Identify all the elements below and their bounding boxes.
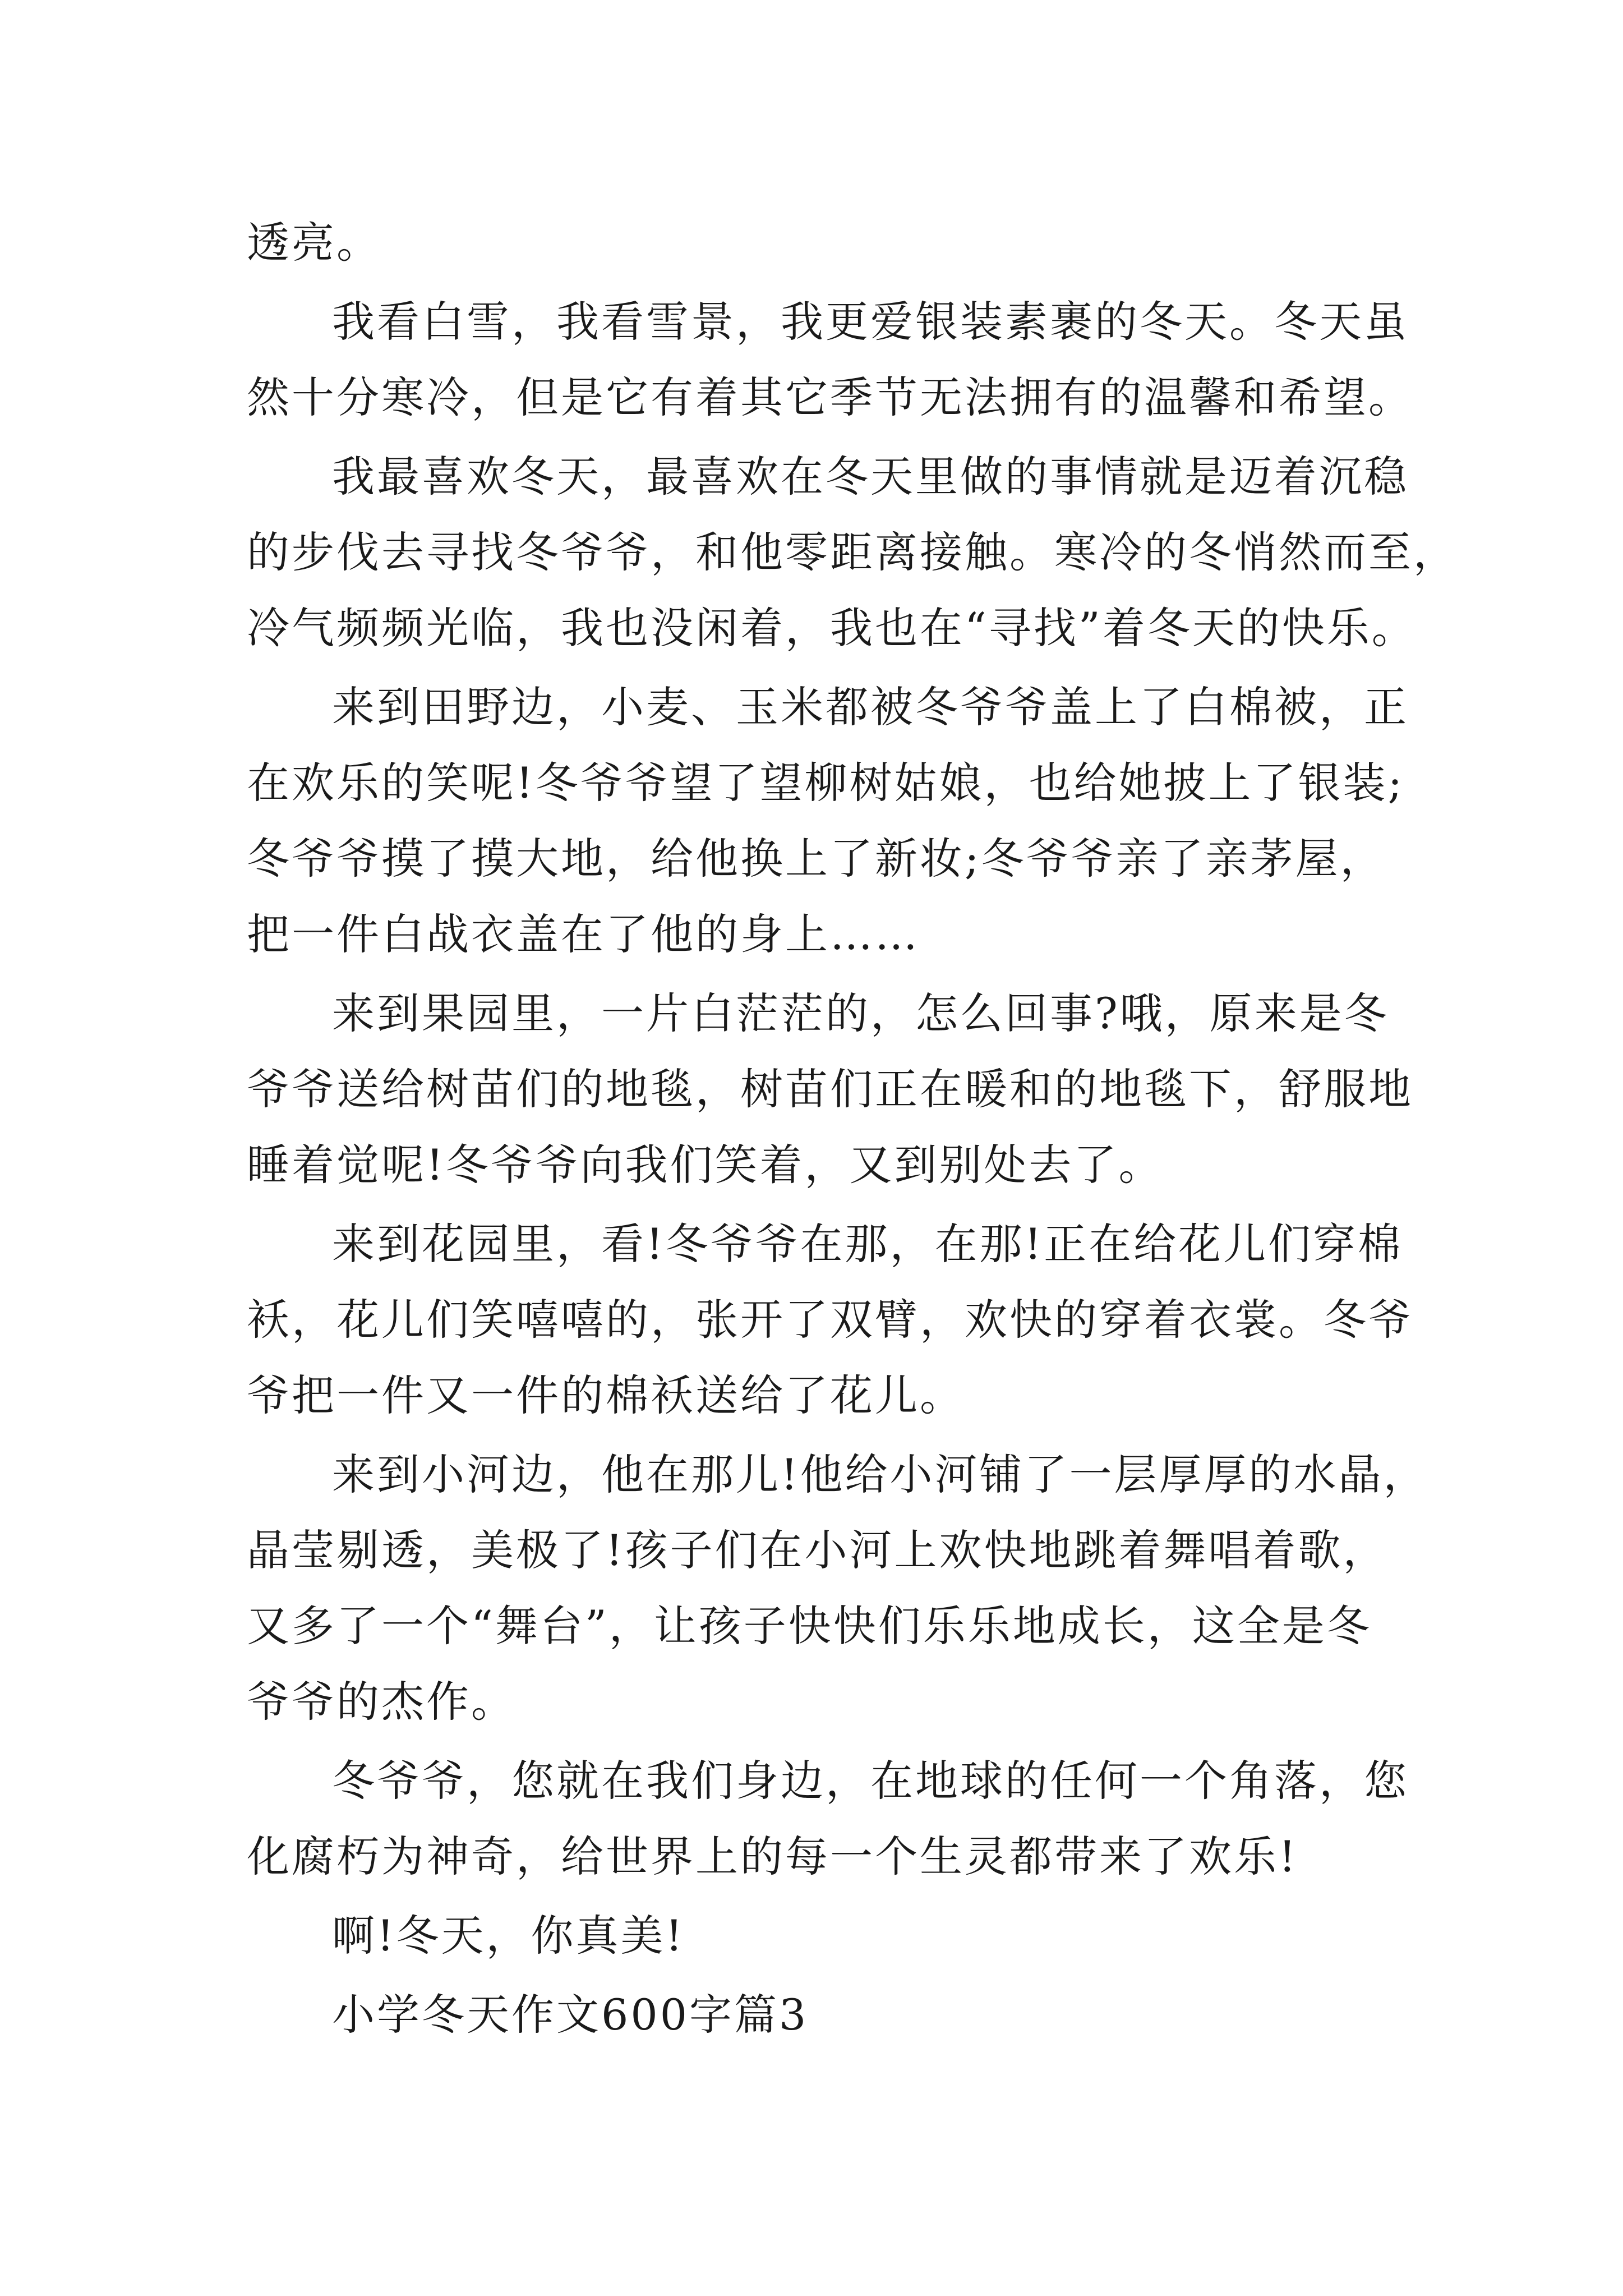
text-line: 来到小河边，他在那儿!他给小河铺了一层厚厚的水晶， <box>332 1450 1428 1499</box>
text-line: 透亮。 <box>247 218 381 268</box>
document-body <box>247 205 1458 2056</box>
paragraph <box>247 1743 1424 1894</box>
paragraph <box>247 205 1424 280</box>
text-line: 啊!冬天，你真美! <box>332 1911 685 1961</box>
paragraph <box>247 976 1424 1203</box>
text-line: 爷爷的杰作。 <box>247 1677 516 1727</box>
text-line: 我最喜欢冬天，最喜欢在冬天里做的事情就是迈着沉稳 <box>332 452 1409 501</box>
text-line: 袄，花儿们笑嘻嘻的，张开了双臂，欢快的穿着衣裳。冬爷 <box>247 1295 1413 1345</box>
paragraph <box>247 1206 1424 1433</box>
text-line: 晶莹剔透，美极了!孩子们在小河上欢快地跳着舞唱着歌， <box>247 1525 1388 1575</box>
text-line: 小学冬天作文600字篇3 <box>332 1990 809 2040</box>
paragraph <box>247 284 1424 435</box>
text-line: 把一件白战衣盖在了他的身上…… <box>247 909 920 959</box>
section-heading <box>247 1977 1424 2053</box>
text-line: 又多了一个“舞台”，让孩子快快们乐乐地成长，这全是冬 <box>247 1601 1372 1651</box>
text-line: 的步伐去寻找冬爷爷，和他零距离接触。寒冷的冬悄然而至， <box>247 527 1458 577</box>
text-line: 睡着觉呢!冬爷爷向我们笑着，又到别处去了。 <box>247 1140 1164 1190</box>
text-line: 冬爷爷摸了摸大地，给他换上了新妆;冬爷爷亲了亲茅屋， <box>247 834 1385 884</box>
paragraph <box>247 669 1424 972</box>
text-line: 然十分寒冷，但是它有着其它季节无法拥有的温馨和希望。 <box>247 372 1413 422</box>
paragraph <box>247 1437 1428 1740</box>
text-line: 冷气频频光临，我也没闲着，我也在“寻找”着冬天的快乐。 <box>247 603 1417 653</box>
text-line: 在欢乐的笑呢!冬爷爷望了望柳树姑娘，也给她披上了银装; <box>247 758 1405 808</box>
text-line: 来到田野边，小麦、玉米都被冬爷爷盖上了白棉被，正 <box>332 682 1409 732</box>
text-line: 冬爷爷，您就在我们身边，在地球的任何一个角落，您 <box>332 1756 1409 1806</box>
text-line: 来到果园里，一片白茫茫的，怎么回事?哦，原来是冬 <box>332 988 1389 1038</box>
paragraph <box>247 439 1458 666</box>
paragraph <box>247 1898 1424 1973</box>
text-line: 爷把一件又一件的棉袄送给了花儿。 <box>247 1370 965 1420</box>
text-line: 爷爷送给树苗们的地毯，树苗们正在暖和的地毯下，舒服地 <box>247 1064 1413 1114</box>
text-line: 我看白雪，我看雪景，我更爱银装素裹的冬天。冬天虽 <box>332 297 1409 347</box>
text-line: 化腐朽为神奇，给世界上的每一个生灵都带来了欢乐! <box>247 1832 1298 1881</box>
text-line: 来到花园里，看!冬爷爷在那，在那!正在给花儿们穿棉 <box>332 1219 1403 1269</box>
